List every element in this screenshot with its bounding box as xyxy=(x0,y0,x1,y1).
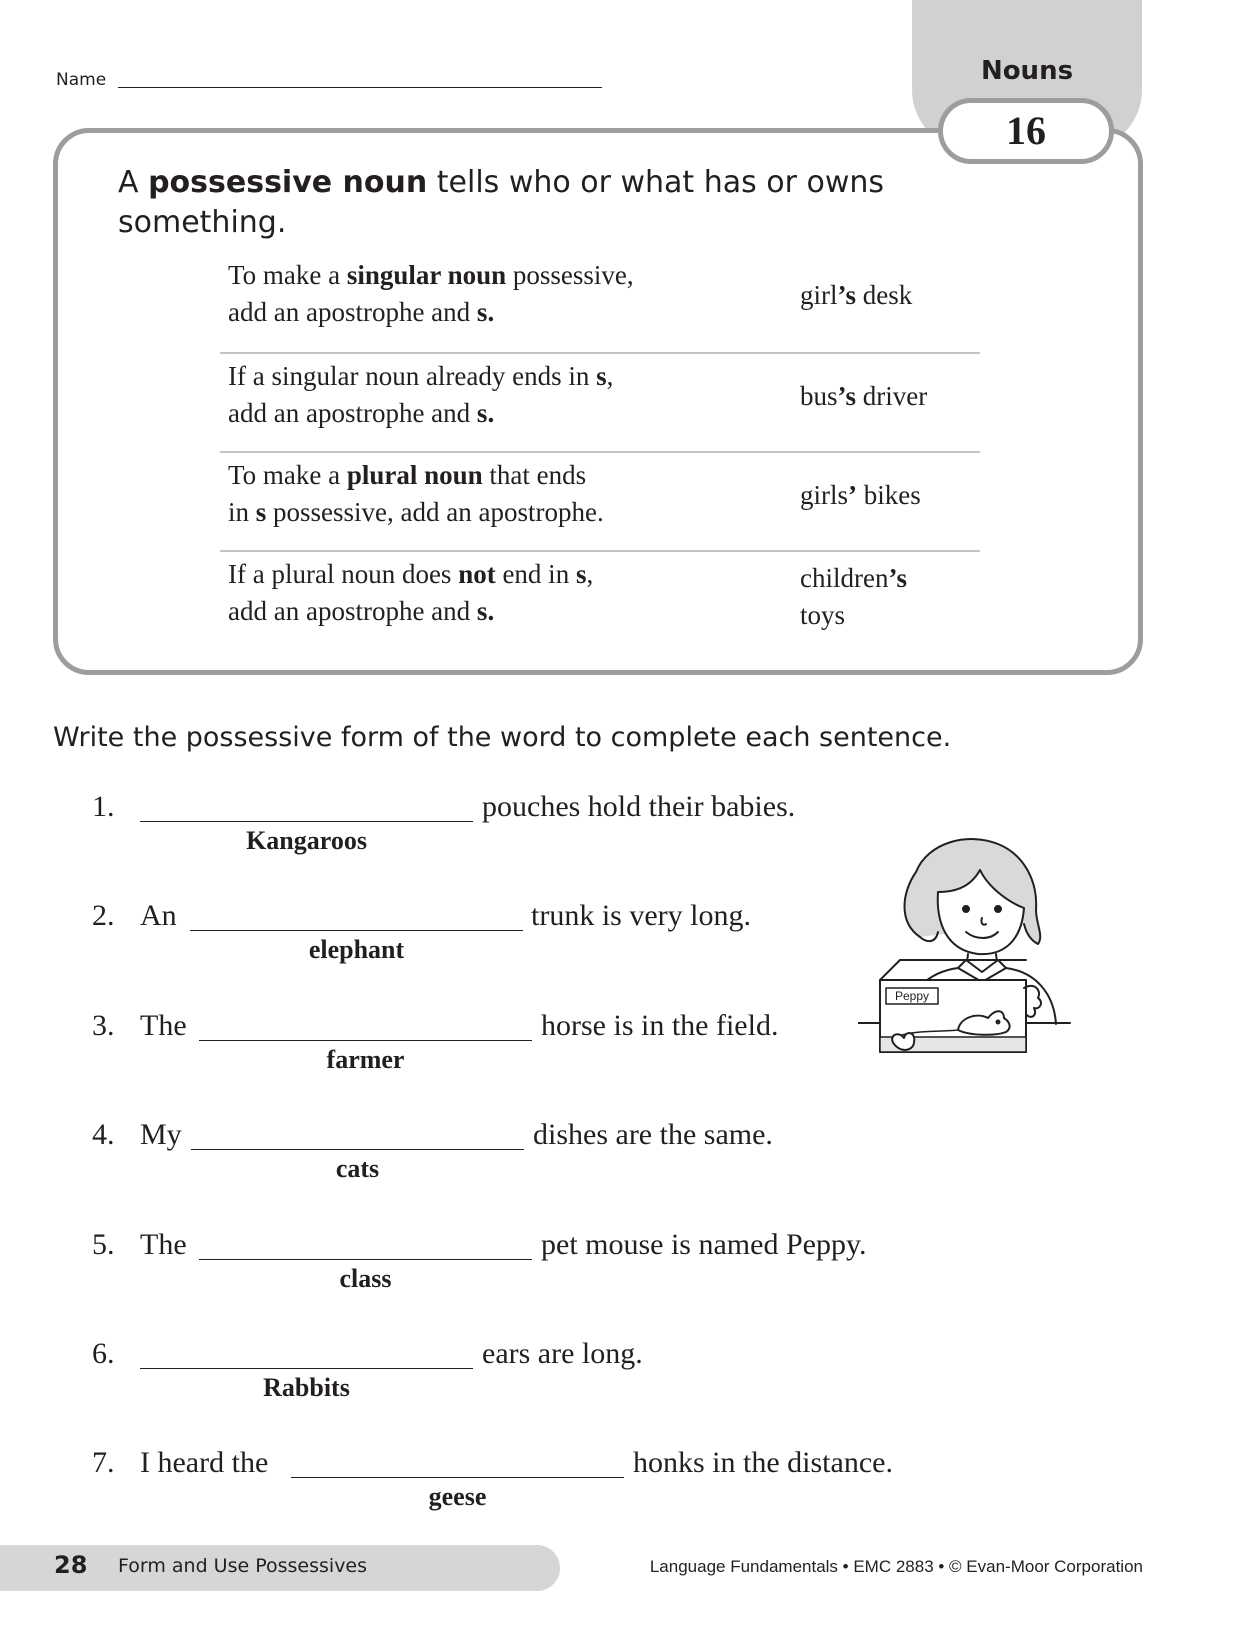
answer-blank[interactable] xyxy=(140,821,473,822)
name-write-line[interactable] xyxy=(118,87,602,88)
answer-blank[interactable] xyxy=(190,930,523,931)
exercise-before-text: I heard the xyxy=(140,1446,269,1479)
exercise-after-text: dishes are the same. xyxy=(533,1118,773,1151)
cage-label: Peppy xyxy=(894,989,930,1003)
answer-blank[interactable] xyxy=(191,1149,524,1150)
rules-table xyxy=(220,253,980,649)
answer-blank[interactable] xyxy=(140,1368,473,1369)
exercise-item xyxy=(0,1118,1253,1198)
directions: Write the possessive form of the word to complete each sentence. xyxy=(53,722,952,753)
rule-text: To make a singular noun possessive, add an apostrophe and s. xyxy=(228,260,634,327)
rule-example: children’s toys xyxy=(800,563,907,630)
rule-text: To make a plural noun that ends in s possessive, add an apostrophe. xyxy=(228,460,604,527)
girl-with-mouse-cage-illustration xyxy=(858,832,1108,1112)
exercise-number: 5. xyxy=(92,1228,115,1261)
exercise-number: 3. xyxy=(92,1009,115,1042)
exercise-before-text: The xyxy=(140,1228,187,1261)
name-label: Name xyxy=(56,70,107,90)
base-word: class xyxy=(339,1264,392,1293)
answer-blank[interactable] xyxy=(199,1040,532,1041)
topic-title: Nouns xyxy=(980,56,1074,86)
exercise-before-text: The xyxy=(140,1009,187,1042)
exercise-after-text: pet mouse is named Peppy. xyxy=(541,1228,867,1261)
exercise-number: 2. xyxy=(92,899,115,932)
rule-example: girl’s desk xyxy=(800,280,913,310)
exercise-before-text: An xyxy=(140,899,177,932)
rule-row xyxy=(220,451,980,550)
base-word: elephant xyxy=(308,935,405,964)
exercise-number: 7. xyxy=(92,1446,115,1479)
rule-example: bus’s driver xyxy=(800,381,928,411)
base-word: cats xyxy=(335,1154,380,1183)
rule-row xyxy=(220,352,980,451)
exercise-after-text: honks in the distance. xyxy=(633,1446,893,1479)
exercise-item xyxy=(0,1337,1253,1417)
exercise-after-text: ears are long. xyxy=(482,1337,643,1370)
definition-term: possessive noun xyxy=(148,165,428,200)
rule-text: If a singular noun already ends in s, add an apostrophe and s. xyxy=(228,361,614,428)
footer-credit: Language Fundamentals • EMC 2883 • © Evan-Moor Corporation xyxy=(649,1557,1143,1576)
exercise-number: 4. xyxy=(92,1118,115,1151)
exercise-item xyxy=(0,1228,1253,1308)
footer-skill: Form and Use Possessives xyxy=(118,1555,368,1577)
base-word: Kangaroos xyxy=(246,826,367,855)
exercise-before-text: My xyxy=(140,1118,182,1151)
exercise-item xyxy=(0,1446,1253,1526)
rule-box xyxy=(53,128,1143,675)
rule-row xyxy=(220,253,980,352)
base-word: geese xyxy=(428,1482,487,1511)
exercise-after-text: pouches hold their babies. xyxy=(482,790,796,823)
exercise-after-text: trunk is very long. xyxy=(531,899,751,932)
rule-example: girls’ bikes xyxy=(800,480,921,510)
page-number: 28 xyxy=(54,1551,88,1579)
answer-blank[interactable] xyxy=(199,1259,532,1260)
definition: A possessive noun tells who or what has or owns something. xyxy=(118,165,885,240)
lesson-number-badge: 16 xyxy=(938,98,1114,164)
answer-blank[interactable] xyxy=(291,1477,624,1478)
base-word: Rabbits xyxy=(263,1373,350,1402)
exercise-number: 1. xyxy=(92,790,115,823)
exercise-after-text: horse is in the field. xyxy=(541,1009,779,1042)
rule-row xyxy=(220,550,980,649)
base-word: farmer xyxy=(326,1045,405,1074)
exercise-number: 6. xyxy=(92,1337,115,1370)
rule-text: If a plural noun does not end in s, add an apostrophe and s. xyxy=(228,559,594,626)
